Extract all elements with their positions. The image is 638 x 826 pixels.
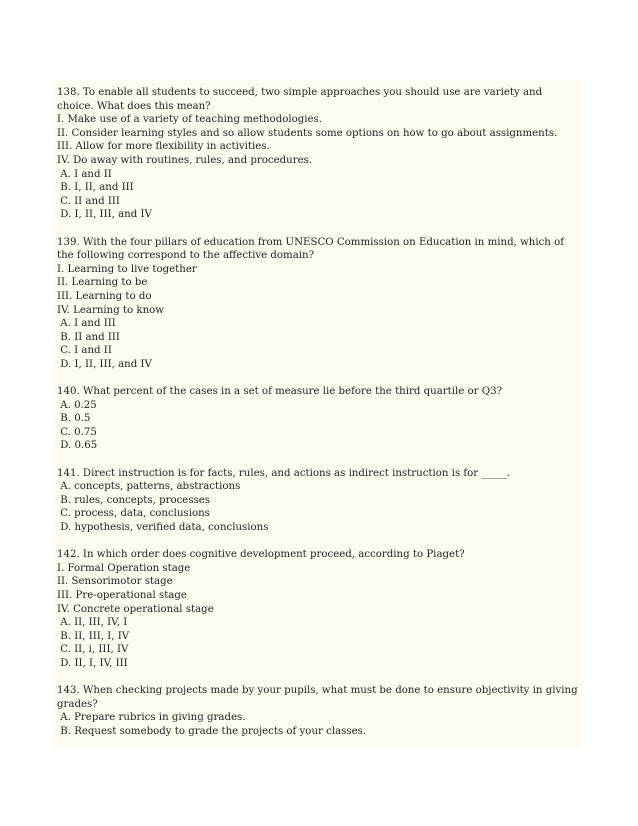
question-stem: 141. Direct instruction is for facts, rules, and actions as indirect instruction is for _____. (57, 467, 511, 479)
question-138 (57, 86, 579, 222)
answer-option: B. I, II, and III (57, 182, 134, 194)
question-item: I. Make use of a variety of teaching methodologies. (57, 114, 323, 126)
answer-option: A. concepts, patterns, abstractions (57, 481, 241, 493)
question-item: I. Formal Operation stage (57, 562, 191, 574)
answer-option: A. Prepare rubrics in giving grades. (57, 712, 246, 724)
question-item: III. Pre-operational stage (57, 589, 187, 601)
answer-option: D. II, I, IV, III (57, 657, 128, 669)
question-item: IV. Do away with routines, rules, and procedures. (57, 154, 313, 166)
question-item: I. Learning to live together (57, 263, 197, 275)
question-stem: 139. With the four pillars of education from UNESCO Commission on Education in mind, which of the following correspond to the affective domain? (57, 236, 565, 262)
question-item: IV. Concrete operational stage (57, 603, 214, 615)
answer-option: D. hypothesis, verified data, conclusions (57, 522, 269, 533)
question-stem: 140. What percent of the cases in a set of measure lie before the third quartile or Q3? (57, 386, 503, 398)
question-stem: 138. To enable all students to succeed, two simple approaches you should use are variety and choice. What does this mean? (57, 87, 543, 112)
question-list (54, 80, 581, 739)
document-page (54, 80, 581, 748)
answer-option: D. I, II, III, and IV (57, 358, 152, 370)
answer-option: B. 0.5 (57, 413, 91, 425)
question-item: II. Consider learning styles and so allow students some options on how to go about assignments. (57, 127, 558, 139)
answer-option: A. I and II (57, 168, 112, 180)
answer-option: B. rules, concepts, processes (57, 494, 211, 506)
answer-option: C. 0.75 (57, 426, 97, 438)
answer-option: B. II and III (57, 331, 120, 343)
answer-option: D. I, II, III, and IV (57, 209, 152, 221)
question-142 (57, 548, 579, 670)
answer-option: C. I and II (57, 345, 112, 357)
question-item: II. Sensorimotor stage (57, 576, 173, 588)
question-item: III. Allow for more flexibility in activities. (57, 141, 270, 153)
answer-option: D. 0.65 (57, 440, 98, 452)
answer-option: C. II and III (57, 195, 120, 207)
question-139 (57, 236, 579, 372)
answer-option: A. II, III, IV, I (57, 617, 128, 629)
answer-option: C. process, data, conclusions (57, 508, 210, 520)
answer-option: B. II, III, I, IV (57, 630, 130, 642)
answer-option: C. II, i, III, IV (57, 644, 129, 656)
question-141 (57, 467, 579, 535)
question-item: IV. Learning to know (57, 304, 165, 316)
question-item: II. Learning to be (57, 277, 148, 289)
question-140 (57, 385, 579, 453)
question-stem: 143. When checking projects made by your pupils, what must be done to ensure objectivity in giving grades? (57, 685, 578, 710)
question-stem: 142. In which order does cognitive development proceed, according to Piaget? (57, 549, 465, 561)
answer-option: B. Request somebody to grade the projects of your classes. (57, 725, 367, 737)
question-item: III. Learning to do (57, 290, 152, 302)
question-143 (57, 684, 579, 738)
answer-option: A. I and III (57, 318, 116, 330)
answer-option: A. 0.25 (57, 399, 97, 411)
